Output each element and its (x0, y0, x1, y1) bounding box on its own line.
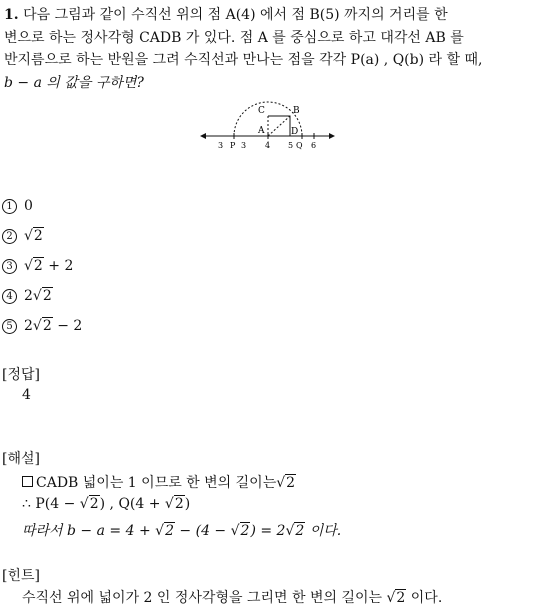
explanation-radicand: 2 (89, 496, 99, 512)
choice-4-radicand: 2 (42, 288, 52, 304)
explanation-radicand: 2 (165, 523, 174, 539)
explanation-radicand: 2 (295, 523, 305, 539)
sqrt-symbol: √2 (164, 496, 184, 512)
tick-label-6: 6 (311, 141, 317, 150)
answer-value: 4 (22, 387, 31, 403)
explanation-heading: [해설] (2, 451, 40, 467)
choice-5[interactable] (2, 318, 82, 334)
label-a: A (258, 126, 265, 136)
choice-1[interactable] (2, 198, 33, 214)
choice-2[interactable] (2, 228, 44, 244)
question-line-3: 반지름으로 하는 반원을 그려 수직선과 만나는 점을 각각 P(a) , Q(b) 라 할 때, (4, 52, 483, 68)
choice-2-mark: 2 (2, 229, 17, 244)
explanation-line-3c: ) = 2 (250, 523, 286, 539)
choice-5-radicand: 2 (42, 318, 52, 334)
explanation-radicand: 2 (286, 475, 296, 491)
explanation-line-2a: ∴ P(4 − (22, 496, 80, 512)
sqrt-symbol: √2 (24, 228, 43, 244)
diagonal-ab (268, 116, 290, 136)
sqrt-symbol: √2 (79, 496, 99, 512)
right-arrow (329, 133, 335, 139)
question-line-1: 다음 그림과 같이 수직선 위의 점 A(4) 에서 점 B(5) 까지의 거리를 한 (23, 7, 448, 23)
number-line-figure (196, 100, 338, 152)
choice-5-mark: 5 (2, 319, 17, 334)
choice-5-post: − 2 (52, 318, 83, 334)
question-line-4: b − a 의 값을 구하면? (4, 74, 144, 91)
choice-1-mark: 1 (2, 199, 17, 214)
question-line-2: 변으로 하는 정사각형 CADB 가 있다. 점 A 를 중심으로 하고 대각선 AB 를 (4, 29, 464, 46)
square-symbol (22, 476, 33, 487)
choice-3-post: + 2 (43, 258, 74, 274)
choice-3[interactable] (2, 258, 73, 274)
answer-heading: [정답] (2, 367, 40, 383)
choice-3-mark: 3 (2, 259, 17, 274)
sqrt-symbol: √2 (24, 258, 43, 274)
sqrt-symbol: √2 (285, 523, 305, 539)
explanation-line-2 (22, 496, 190, 512)
hint-radicand: 2 (396, 590, 406, 606)
hint-line-1 (22, 587, 442, 607)
explanation-line-3 (22, 520, 341, 540)
choice-4-coef: 2 (24, 288, 33, 304)
tick-label-5: 5 (288, 141, 294, 150)
choice-1-text: 0 (24, 198, 33, 214)
tick-label-3a: 3 (218, 141, 224, 150)
choice-4[interactable] (2, 288, 53, 304)
left-arrow (200, 133, 206, 139)
tick-label-q: Q (296, 141, 303, 150)
label-b: B (293, 106, 300, 116)
explanation-line-3b: − (4 − (174, 523, 231, 539)
choice-3-radicand: 2 (33, 258, 43, 274)
hint-line-1-text: 수직선 위에 넓이가 2 인 정사각형을 그리면 한 변의 길이는 (22, 590, 383, 606)
label-c: C (258, 106, 265, 116)
sqrt-symbol: √2 (276, 475, 296, 491)
explanation-line-2b: ) , Q(4 + (99, 496, 165, 512)
question (4, 4, 532, 94)
choice-5-coef: 2 (24, 318, 33, 334)
tick-label-3b: 3 (241, 141, 247, 150)
hint-heading: [힌트] (2, 568, 40, 584)
sqrt-symbol: √2 (230, 523, 250, 539)
sqrt-symbol: √2 (32, 318, 52, 334)
tick-label-4: 4 (265, 141, 271, 150)
explanation-line-2c: ) (184, 496, 191, 512)
sqrt-symbol: √2 (386, 590, 406, 606)
explanation-line-3d: 이다. (305, 523, 342, 539)
explanation-line-1 (22, 472, 296, 492)
label-d: D (291, 127, 299, 137)
explanation-line-1-text: CADB 넓이는 1 이므로 한 변의 길이는 (36, 475, 277, 491)
explanation-radicand: 2 (240, 523, 250, 539)
sqrt-symbol: √2 (32, 288, 52, 304)
explanation-radicand: 2 (174, 496, 184, 512)
choice-4-mark: 4 (2, 289, 17, 304)
sqrt-symbol: √2 (155, 523, 174, 539)
choice-2-radicand: 2 (33, 228, 43, 244)
explanation-line-3a: 따라서 b − a = 4 + (22, 523, 156, 539)
question-number: 1. (4, 7, 19, 23)
hint-line-1-end: 이다. (410, 590, 443, 606)
tick-label-p: P (230, 141, 236, 150)
